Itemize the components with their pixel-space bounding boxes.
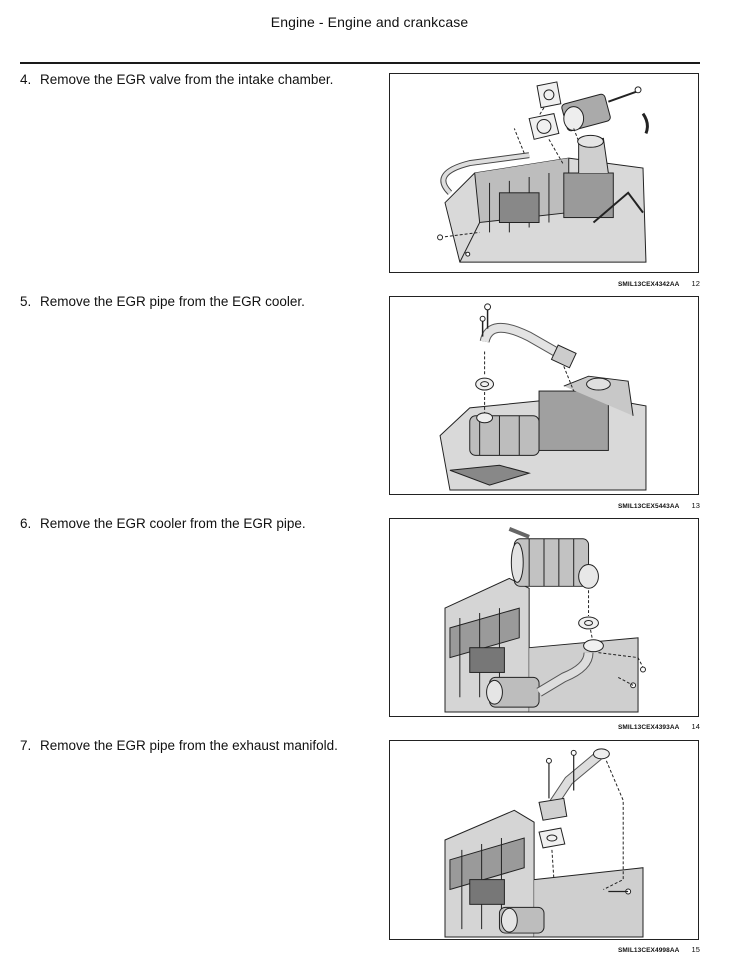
step-text: Remove the EGR valve from the intake chamber. — [40, 72, 334, 87]
egr-cooler-illustration — [390, 519, 698, 716]
step-5-instruction — [20, 294, 305, 309]
figure-egr-cooler — [389, 518, 699, 717]
header-divider — [20, 62, 700, 64]
figure-caption — [618, 501, 700, 510]
page-title: Engine - Engine and crankcase — [270, 14, 469, 30]
step-number: 6. — [20, 516, 32, 531]
egr-valve-illustration — [390, 74, 698, 272]
figure-number: 14 — [691, 722, 700, 731]
figure-number: 12 — [691, 279, 700, 288]
step-number: 4. — [20, 72, 32, 87]
step-text: Remove the EGR pipe from the exhaust manifold. — [40, 738, 338, 753]
figure-code: SMIL13CEX4998AA — [617, 947, 680, 954]
figure-code: SMIL13CEX4393AA — [617, 724, 680, 731]
step-6-instruction — [20, 516, 306, 531]
figure-egr-valve — [389, 73, 699, 273]
step-7-instruction — [20, 738, 338, 753]
figure-egr-pipe-manifold — [389, 740, 699, 940]
figure-number: 13 — [691, 501, 700, 510]
figure-caption — [618, 722, 700, 731]
figure-number: 15 — [691, 945, 700, 954]
step-number: 7. — [20, 738, 32, 753]
figure-code: SMIL13CEX4342AA — [617, 281, 680, 288]
egr-pipe-cooler-illustration — [390, 297, 698, 494]
step-4-instruction — [20, 72, 333, 87]
step-text: Remove the EGR cooler from the EGR pipe. — [40, 516, 306, 531]
step-text: Remove the EGR pipe from the EGR cooler. — [40, 294, 305, 309]
figure-code: SMIL13CEX5443AA — [617, 503, 680, 510]
egr-pipe-manifold-illustration — [390, 741, 698, 939]
figure-egr-pipe-cooler — [389, 296, 699, 495]
step-number: 5. — [20, 294, 32, 309]
figure-caption — [618, 945, 700, 954]
figure-caption — [618, 279, 700, 288]
